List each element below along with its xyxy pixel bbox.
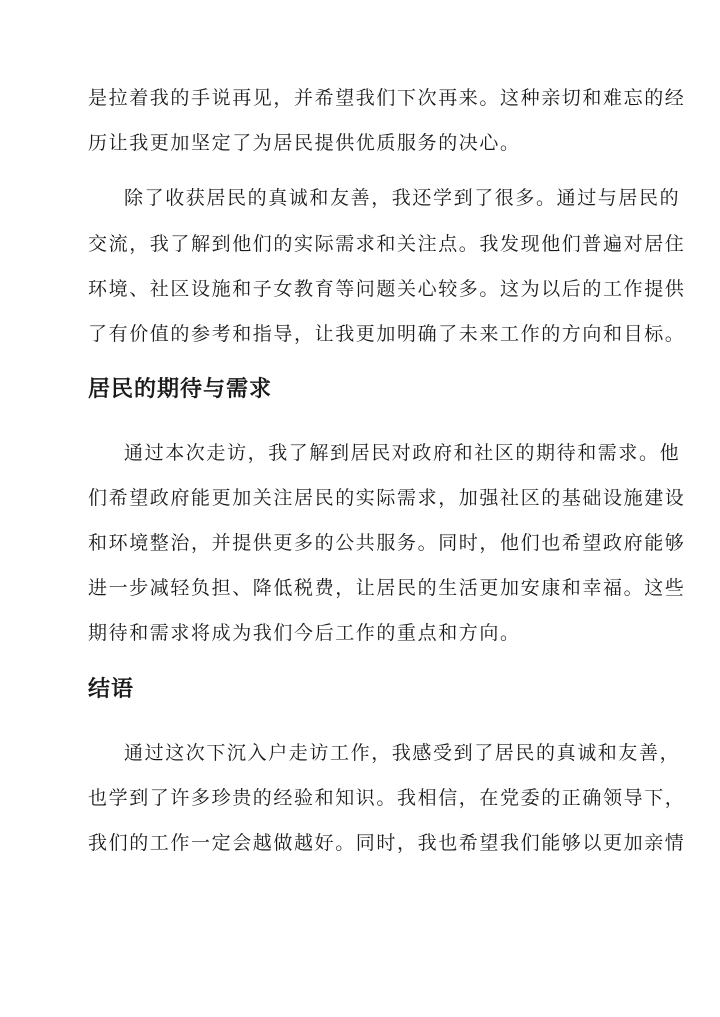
text-line: 期待和需求将成为我们今后工作的重点和方向。 <box>88 622 521 644</box>
text-line: 了有价值的参考和指导，让我更加明确了未来工作的方向和目标。 <box>88 323 686 345</box>
text-line: 我们的工作一定会越做越好。同时，我也希望我们能够以更加亲情 <box>88 832 686 854</box>
text-line: 交流，我了解到他们的实际需求和关注点。我发现他们普遍对居住 <box>88 233 686 255</box>
text-line: 和环境整治，并提供更多的公共服务。同时，他们也希望政府能够 <box>88 532 686 554</box>
section-heading-expectations: 居民的期待与需求 <box>88 376 273 402</box>
text-line: 通过本次走访，我了解到居民对政府和社区的期待和需求。他 <box>124 442 681 464</box>
text-line: 通过这次下沉入户走访工作，我感受到了居民的真诚和友善， <box>124 742 681 764</box>
text-line: 是拉着我的手说再见，并希望我们下次再来。这种亲切和难忘的经 <box>88 87 686 109</box>
section-heading-conclusion: 结语 <box>88 676 135 702</box>
text-line: 除了收获居民的真诚和友善，我还学到了很多。通过与居民的 <box>124 187 681 209</box>
text-line: 历让我更加坚定了为居民提供优质服务的决心。 <box>88 132 521 154</box>
text-line: 环境、社区设施和子女教育等问题关心较多。这为以后的工作提供 <box>88 278 686 300</box>
text-line: 也学到了许多珍贵的经验和知识。我相信，在党委的正确领导下， <box>88 787 686 809</box>
text-line: 们希望政府能更加关注居民的实际需求，加强社区的基础设施建设 <box>88 487 686 509</box>
text-line: 进一步减轻负担、降低税费，让居民的生活更加安康和幸福。这些 <box>88 577 686 599</box>
